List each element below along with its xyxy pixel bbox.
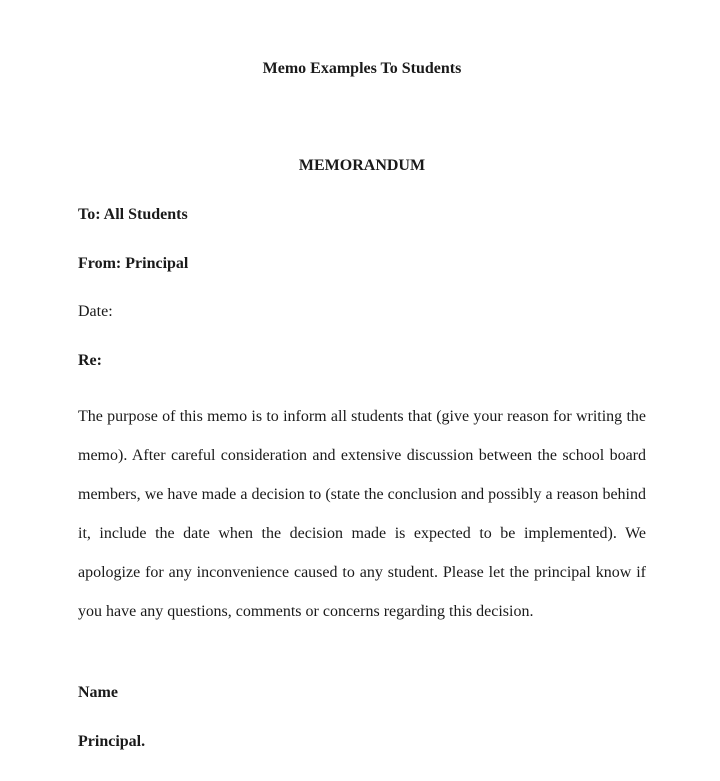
from-line: From: Principal <box>78 255 189 272</box>
re-line: Re: <box>78 352 102 369</box>
document-title: Memo Examples To Students <box>262 60 462 77</box>
signature-title: Principal. <box>78 733 146 750</box>
memo-body-paragraph: The purpose of this memo is to inform all students that (give your reason for writing the memo). After careful consideration and extensive discussion between the school board members, we have made a decision to (state the conclusion and possibly a reason behind it, include the date when the decision made is expected to be implemented). We apologize for any inconvenience caused to any student. Please let the principal know if you have any questions, comments or concerns regarding this decision. <box>78 408 646 620</box>
to-line: To: All Students <box>78 206 188 223</box>
date-line: Date: <box>78 303 113 320</box>
signature-name: Name <box>78 684 118 701</box>
memo-heading: MEMORANDUM <box>298 157 426 174</box>
